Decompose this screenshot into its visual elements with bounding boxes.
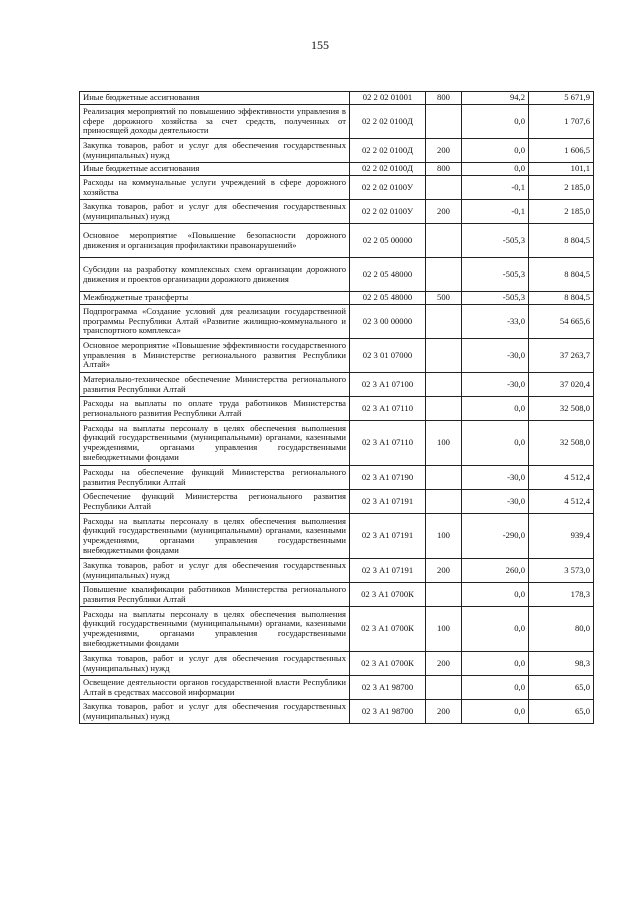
table-row: [80, 421, 594, 466]
table-row: [80, 700, 594, 724]
row-name: Расходы на выплаты персоналу в целях обеспечения выполнения функций государственными (муниципальными) органами, казенными учреждениями, органами управления государственными внебюджетными фондами: [80, 607, 350, 652]
row-change-amount: -0,1: [462, 176, 529, 200]
row-total-amount: 8 804,5: [529, 292, 594, 305]
row-expense-type: [426, 305, 462, 339]
page-number: 155: [311, 38, 329, 52]
row-total-amount: 8 804,5: [529, 258, 594, 292]
row-total-amount: 4 512,4: [529, 466, 594, 490]
row-name: Закупка товаров, работ и услуг для обеспечения государственных (муниципальных) нужд: [80, 652, 350, 676]
row-expense-type: [426, 583, 462, 607]
row-change-amount: 0,0: [462, 583, 529, 607]
row-name: Закупка товаров, работ и услуг для обеспечения государственных (муниципальных) нужд: [80, 700, 350, 724]
row-change-amount: 0,0: [462, 652, 529, 676]
row-code: 02 3 А1 98700: [350, 676, 426, 700]
table-row: [80, 176, 594, 200]
table-row: [80, 105, 594, 139]
table-row: [80, 490, 594, 514]
row-name: Иные бюджетные ассигнования: [80, 92, 350, 105]
row-total-amount: 178,3: [529, 583, 594, 607]
row-expense-type: 100: [426, 607, 462, 652]
table-row: [80, 139, 594, 163]
row-change-amount: 0,0: [462, 421, 529, 466]
row-code: 02 3 А1 07191: [350, 514, 426, 559]
row-code: 02 3 А1 0700К: [350, 607, 426, 652]
row-expense-type: 100: [426, 514, 462, 559]
row-change-amount: -30,0: [462, 339, 529, 373]
row-change-amount: -505,3: [462, 292, 529, 305]
row-code: 02 2 02 0100У: [350, 176, 426, 200]
table-row: [80, 652, 594, 676]
table-row: [80, 559, 594, 583]
row-total-amount: 98,3: [529, 652, 594, 676]
row-total-amount: 8 804,5: [529, 224, 594, 258]
row-expense-type: [426, 258, 462, 292]
row-change-amount: 0,0: [462, 163, 529, 176]
row-name: Расходы на выплаты персоналу в целях обеспечения выполнения функций государственными (муниципальными) органами, казенными учреждениями, органами управления государственными внебюджетными фондами: [80, 514, 350, 559]
row-total-amount: 1 707,6: [529, 105, 594, 139]
row-name: Материально-техническое обеспечение Министерства регионального развития Республики Алтай: [80, 373, 350, 397]
row-code: 02 2 02 01001: [350, 92, 426, 105]
row-total-amount: 939,4: [529, 514, 594, 559]
table-row: [80, 373, 594, 397]
row-name: Закупка товаров, работ и услуг для обеспечения государственных (муниципальных) нужд: [80, 559, 350, 583]
table-row: [80, 514, 594, 559]
row-expense-type: [426, 339, 462, 373]
row-name: Основное мероприятие «Повышение безопасности дорожного движения и организация профилактики правонарушений»: [80, 224, 350, 258]
row-total-amount: 5 671,9: [529, 92, 594, 105]
table-row: [80, 200, 594, 224]
row-total-amount: 80,0: [529, 607, 594, 652]
row-code: 02 3 А1 07191: [350, 559, 426, 583]
row-name: Подпрограмма «Создание условий для реализации государственной программы Республики Алтай «Развитие жилищно-коммунального и транспортного комплекса»: [80, 305, 350, 339]
row-expense-type: 200: [426, 652, 462, 676]
row-code: 02 3 А1 07110: [350, 397, 426, 421]
row-expense-type: 200: [426, 139, 462, 163]
row-change-amount: -290,0: [462, 514, 529, 559]
row-expense-type: [426, 224, 462, 258]
row-expense-type: 100: [426, 421, 462, 466]
row-total-amount: 32 508,0: [529, 421, 594, 466]
row-total-amount: 2 185,0: [529, 200, 594, 224]
row-total-amount: 4 512,4: [529, 490, 594, 514]
row-change-amount: -505,3: [462, 224, 529, 258]
row-code: 02 3 А1 07100: [350, 373, 426, 397]
row-name: Расходы на обеспечение функций Министерства регионального развития Республики Алтай: [80, 466, 350, 490]
row-expense-type: [426, 676, 462, 700]
row-total-amount: 65,0: [529, 700, 594, 724]
table-row: [80, 397, 594, 421]
row-code: 02 3 А1 0700К: [350, 652, 426, 676]
row-code: 02 2 02 0100У: [350, 200, 426, 224]
row-change-amount: -30,0: [462, 466, 529, 490]
row-code: 02 3 01 07000: [350, 339, 426, 373]
row-change-amount: -30,0: [462, 490, 529, 514]
row-total-amount: 101,1: [529, 163, 594, 176]
row-total-amount: 32 508,0: [529, 397, 594, 421]
row-code: 02 2 02 0100Д: [350, 139, 426, 163]
row-expense-type: [426, 466, 462, 490]
table-row: [80, 163, 594, 176]
row-change-amount: 0,0: [462, 139, 529, 163]
row-code: 02 3 А1 0700К: [350, 583, 426, 607]
row-code: 02 3 А1 07190: [350, 466, 426, 490]
table-row: [80, 607, 594, 652]
row-expense-type: 800: [426, 163, 462, 176]
row-name: Обеспечение функций Министерства регионального развития Республики Алтай: [80, 490, 350, 514]
row-name: Иные бюджетные ассигнования: [80, 163, 350, 176]
row-code: 02 2 05 48000: [350, 258, 426, 292]
row-expense-type: 200: [426, 700, 462, 724]
row-code: 02 2 02 0100Д: [350, 105, 426, 139]
row-name: Закупка товаров, работ и услуг для обеспечения государственных (муниципальных) нужд: [80, 200, 350, 224]
row-change-amount: -30,0: [462, 373, 529, 397]
row-total-amount: 37 263,7: [529, 339, 594, 373]
row-total-amount: 2 185,0: [529, 176, 594, 200]
row-total-amount: 54 665,6: [529, 305, 594, 339]
row-expense-type: 200: [426, 200, 462, 224]
row-expense-type: [426, 176, 462, 200]
row-name: Расходы на выплаты персоналу в целях обеспечения выполнения функций государственными (муниципальными) органами, казенными учреждениями, органами управления государственными внебюджетными фондами: [80, 421, 350, 466]
row-name: Расходы на выплаты по оплате труда работников Министерства регионального развития Республики Алтай: [80, 397, 350, 421]
row-code: 02 3 А1 98700: [350, 700, 426, 724]
row-name: Субсидии на разработку комплексных схем организации дорожного движения и проектов организации дорожного движения: [80, 258, 350, 292]
row-change-amount: 94,2: [462, 92, 529, 105]
row-name: Освещение деятельности органов государственной власти Республики Алтай в средствах массовой информации: [80, 676, 350, 700]
row-change-amount: 0,0: [462, 607, 529, 652]
row-expense-type: [426, 105, 462, 139]
row-code: 02 3 А1 07191: [350, 490, 426, 514]
row-expense-type: [426, 373, 462, 397]
row-expense-type: [426, 490, 462, 514]
row-change-amount: 0,0: [462, 676, 529, 700]
row-total-amount: 37 020,4: [529, 373, 594, 397]
row-change-amount: 0,0: [462, 700, 529, 724]
row-name: Повышение квалификации работников Министерства регионального развития Республики Алтай: [80, 583, 350, 607]
row-expense-type: 800: [426, 92, 462, 105]
table-row: [80, 258, 594, 292]
budget-table: [79, 91, 594, 724]
row-change-amount: -0,1: [462, 200, 529, 224]
row-name: Реализация мероприятий по повышению эффективности управления в сфере дорожного хозяйства за счет средств, полученных от приносящей доходы деятельности: [80, 105, 350, 139]
row-code: 02 3 00 00000: [350, 305, 426, 339]
row-total-amount: 1 606,5: [529, 139, 594, 163]
row-name: Основное мероприятие «Повышение эффективности государственного управления в Министерстве регионального развития Республики Алтай»: [80, 339, 350, 373]
table-row: [80, 305, 594, 339]
row-code: 02 2 05 00000: [350, 224, 426, 258]
row-change-amount: 0,0: [462, 397, 529, 421]
table-row: [80, 583, 594, 607]
row-change-amount: -505,3: [462, 258, 529, 292]
row-name: Межбюджетные трансферты: [80, 292, 350, 305]
table-row: [80, 466, 594, 490]
budget-table-body: [80, 92, 594, 724]
row-change-amount: 260,0: [462, 559, 529, 583]
row-name: Закупка товаров, работ и услуг для обеспечения государственных (муниципальных) нужд: [80, 139, 350, 163]
row-name: Расходы на коммунальные услуги учреждений в сфере дорожного хозяйства: [80, 176, 350, 200]
row-expense-type: [426, 397, 462, 421]
row-expense-type: 500: [426, 292, 462, 305]
table-row: [80, 339, 594, 373]
row-change-amount: -33,0: [462, 305, 529, 339]
row-code: 02 3 А1 07110: [350, 421, 426, 466]
row-code: 02 2 05 48000: [350, 292, 426, 305]
table-row: [80, 92, 594, 105]
row-change-amount: 0,0: [462, 105, 529, 139]
row-total-amount: 65,0: [529, 676, 594, 700]
table-row: [80, 224, 594, 258]
row-total-amount: 3 573,0: [529, 559, 594, 583]
row-expense-type: 200: [426, 559, 462, 583]
table-row: [80, 676, 594, 700]
row-code: 02 2 02 0100Д: [350, 163, 426, 176]
table-row: [80, 292, 594, 305]
